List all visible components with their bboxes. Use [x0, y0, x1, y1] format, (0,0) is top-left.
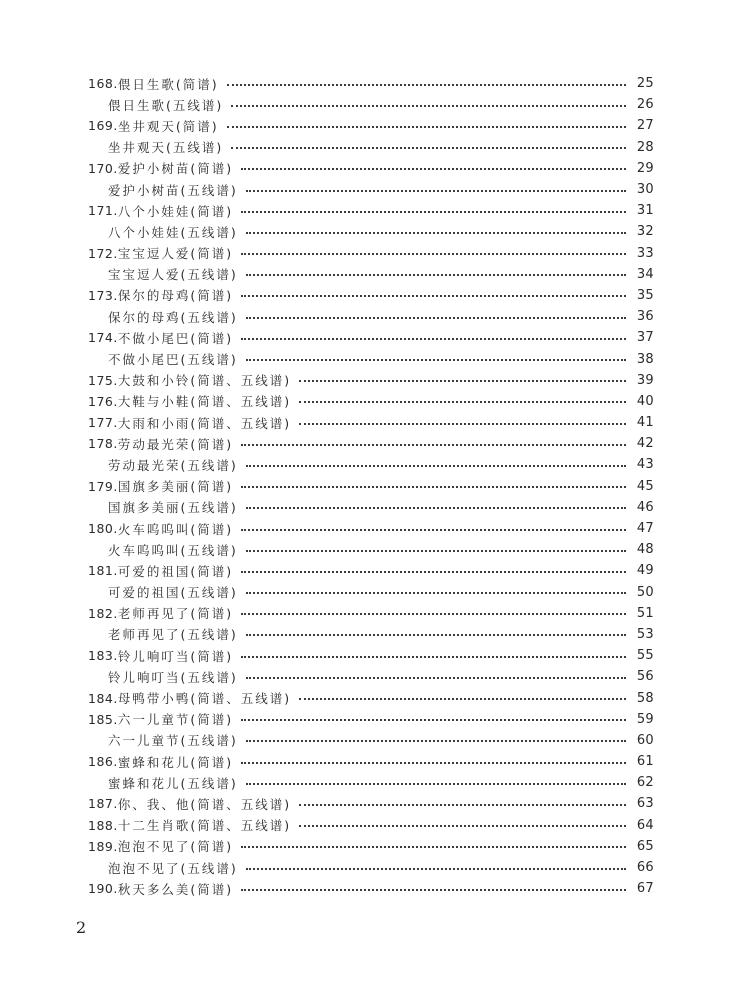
toc-entry[interactable] [88, 624, 654, 645]
dot-leader [299, 401, 626, 403]
entry-page-number: 30 [636, 182, 654, 198]
entry-title: 爱护小树苗(五线谱) [108, 182, 238, 198]
entry-number: 179. [88, 478, 118, 494]
dot-leader [231, 147, 626, 149]
dot-leader [246, 274, 626, 276]
dot-leader [246, 740, 626, 742]
entry-page-number: 60 [636, 732, 654, 748]
entry-number: 183. [88, 648, 118, 664]
dot-leader [246, 868, 626, 870]
toc-entry[interactable] [88, 730, 654, 751]
entry-title: 六一儿童节(简谱) [117, 712, 234, 728]
toc-entry[interactable] [88, 348, 654, 369]
toc-entry[interactable] [88, 115, 654, 136]
dot-leader [241, 168, 626, 170]
entry-number: 175. [88, 372, 118, 388]
entry-title: 六一儿童节(五线谱) [108, 733, 238, 749]
entry-page-number: 51 [636, 605, 654, 621]
entry-page-number: 56 [636, 669, 654, 685]
toc-entry[interactable] [88, 666, 654, 687]
entry-title: 八个小娃娃(五线谱) [108, 224, 238, 240]
entry-page-number: 65 [636, 838, 654, 854]
toc-entry[interactable] [88, 200, 654, 221]
dot-leader [227, 84, 626, 86]
entry-title: 铃儿响叮当(五线谱) [108, 669, 238, 685]
entry-title: 秋天多么美(简谱) [117, 881, 234, 897]
toc-entry[interactable] [88, 370, 654, 391]
entry-page-number: 40 [636, 393, 654, 409]
entry-number: 173. [88, 287, 118, 303]
entry-page-number: 58 [636, 690, 654, 706]
entry-number: 177. [88, 415, 118, 431]
dot-leader [241, 444, 626, 446]
toc-entry[interactable] [88, 73, 654, 94]
entry-page-number: 36 [636, 309, 654, 325]
entry-page-number: 61 [636, 754, 654, 770]
entry-number: 187. [88, 796, 118, 812]
entry-title: 可爱的祖国(简谱) [117, 563, 234, 579]
entry-number: 168. [88, 76, 118, 92]
entry-page-number: 53 [636, 626, 654, 642]
toc-entry[interactable] [88, 518, 654, 539]
dot-leader [241, 846, 626, 848]
entry-number: 189. [88, 838, 118, 854]
toc-entry[interactable] [88, 772, 654, 793]
entry-number: 190. [88, 881, 118, 897]
entry-page-number: 63 [636, 796, 654, 812]
toc-entry[interactable] [88, 709, 654, 730]
toc-entry[interactable] [88, 497, 654, 518]
entry-number: 184. [88, 690, 118, 706]
entry-title: 国旗多美丽(五线谱) [108, 500, 238, 516]
entry-title: 爱护小树苗(简谱) [117, 161, 234, 177]
dot-leader [241, 719, 626, 721]
entry-title: 大鼓和小铃(简谱、五线谱) [117, 373, 292, 389]
entry-title: 蜜蜂和花儿(五线谱) [108, 775, 238, 791]
dot-leader [246, 634, 626, 636]
toc-entry[interactable] [88, 391, 654, 412]
entry-number: 181. [88, 563, 118, 579]
dot-leader [246, 550, 626, 552]
entry-title: 大雨和小雨(简谱、五线谱) [117, 415, 292, 431]
toc-entry[interactable] [88, 793, 654, 814]
toc-entry[interactable] [88, 433, 654, 454]
toc-entry[interactable] [88, 582, 654, 603]
entry-page-number: 55 [636, 648, 654, 664]
dot-leader [299, 380, 626, 382]
entry-title: 保尔的母鸡(五线谱) [108, 309, 238, 325]
entry-title: 可爱的祖国(五线谱) [108, 585, 238, 601]
dot-leader [246, 592, 626, 594]
entry-number: 170. [88, 160, 118, 176]
dot-leader [241, 486, 626, 488]
entry-title: 偎日生歌(简谱) [117, 76, 219, 92]
toc-entry[interactable] [88, 285, 654, 306]
toc-entry[interactable] [88, 158, 654, 179]
entry-page-number: 45 [636, 478, 654, 494]
entry-page-number: 43 [636, 457, 654, 473]
entry-title: 坐井观天(简谱) [117, 118, 219, 134]
page-number: 2 [76, 918, 87, 937]
entry-number: 182. [88, 605, 118, 621]
entry-page-number: 37 [636, 330, 654, 346]
toc-entry[interactable] [88, 836, 654, 857]
dot-leader [299, 423, 626, 425]
toc-entry[interactable] [88, 264, 654, 285]
dot-leader [246, 317, 626, 319]
entry-page-number: 59 [636, 711, 654, 727]
entry-page-number: 32 [636, 224, 654, 240]
entry-page-number: 38 [636, 351, 654, 367]
toc-entry[interactable] [88, 857, 654, 878]
entry-title: 大鞋与小鞋(简谱、五线谱) [117, 394, 292, 410]
toc-entry[interactable] [88, 815, 654, 836]
entry-page-number: 49 [636, 563, 654, 579]
toc-entry[interactable] [88, 94, 654, 115]
entry-title: 八个小娃娃(简谱) [117, 203, 234, 219]
entry-page-number: 46 [636, 499, 654, 515]
entry-number: 169. [88, 118, 118, 134]
entry-title: 蜜蜂和花儿(简谱) [117, 754, 234, 770]
toc-entry[interactable] [88, 327, 654, 348]
toc-entry[interactable] [88, 221, 654, 242]
entry-number: 188. [88, 817, 118, 833]
dot-leader [241, 295, 626, 297]
dot-leader [241, 253, 626, 255]
entry-title: 母鸭带小鸭(简谱、五线谱) [117, 691, 292, 707]
entry-page-number: 31 [636, 203, 654, 219]
entry-title: 铃儿响叮当(简谱) [117, 648, 234, 664]
toc-entry[interactable] [88, 751, 654, 772]
toc-entry[interactable] [88, 539, 654, 560]
entry-page-number: 35 [636, 287, 654, 303]
entry-page-number: 64 [636, 817, 654, 833]
entry-page-number: 34 [636, 266, 654, 282]
entry-title: 火车呜呜叫(五线谱) [108, 542, 238, 558]
dot-leader [299, 698, 626, 700]
entry-number: 172. [88, 245, 118, 261]
entry-number: 180. [88, 521, 118, 537]
dot-leader [299, 825, 626, 827]
toc-entry[interactable] [88, 645, 654, 666]
dot-leader [241, 338, 626, 340]
entry-page-number: 66 [636, 860, 654, 876]
entry-page-number: 25 [636, 76, 654, 92]
entry-page-number: 27 [636, 118, 654, 134]
dot-leader [241, 889, 626, 891]
entry-title: 你、我、他(简谱、五线谱) [117, 796, 292, 812]
entry-number: 178. [88, 436, 118, 452]
dot-leader [241, 571, 626, 573]
dot-leader [241, 211, 626, 213]
toc-entry[interactable] [88, 306, 654, 327]
entry-title: 坐井观天(五线谱) [108, 140, 224, 156]
table-of-contents [88, 73, 654, 899]
dot-leader [299, 804, 626, 806]
entry-page-number: 47 [636, 521, 654, 537]
toc-entry[interactable] [88, 560, 654, 581]
entry-title: 泡泡不见了(简谱) [117, 839, 234, 855]
toc-entry[interactable] [88, 137, 654, 158]
toc-entry[interactable] [88, 412, 654, 433]
entry-page-number: 50 [636, 584, 654, 600]
entry-page-number: 33 [636, 245, 654, 261]
entry-page-number: 28 [636, 139, 654, 155]
entry-title: 宝宝逗人爱(五线谱) [108, 267, 238, 283]
dot-leader [246, 783, 626, 785]
toc-entry[interactable] [88, 878, 654, 899]
entry-number: 185. [88, 711, 118, 727]
entry-title: 火车呜呜叫(简谱) [117, 521, 234, 537]
entry-number: 176. [88, 393, 118, 409]
dot-leader [227, 126, 626, 128]
entry-title: 宝宝逗人爱(简谱) [117, 246, 234, 262]
entry-title: 偎日生歌(五线谱) [108, 97, 224, 113]
entry-page-number: 62 [636, 775, 654, 791]
entry-page-number: 48 [636, 542, 654, 558]
dot-leader [246, 359, 626, 361]
entry-title: 劳动最光荣(简谱) [117, 436, 234, 452]
dot-leader [241, 529, 626, 531]
toc-entry[interactable] [88, 243, 654, 264]
entry-title: 保尔的母鸡(简谱) [117, 288, 234, 304]
toc-entry[interactable] [88, 476, 654, 497]
dot-leader [241, 656, 626, 658]
entry-title: 国旗多美丽(简谱) [117, 479, 234, 495]
dot-leader [246, 232, 626, 234]
entry-number: 186. [88, 754, 118, 770]
toc-entry[interactable] [88, 687, 654, 708]
dot-leader [246, 677, 626, 679]
entry-page-number: 26 [636, 97, 654, 113]
toc-entry[interactable] [88, 454, 654, 475]
entry-title: 不做小尾巴(简谱) [117, 330, 234, 346]
entry-title: 老师再见了(简谱) [117, 606, 234, 622]
entry-page-number: 41 [636, 415, 654, 431]
entry-page-number: 29 [636, 160, 654, 176]
dot-leader [246, 190, 626, 192]
entry-title: 劳动最光荣(五线谱) [108, 457, 238, 473]
dot-leader [241, 613, 626, 615]
entry-page-number: 42 [636, 436, 654, 452]
dot-leader [241, 762, 626, 764]
toc-entry[interactable] [88, 179, 654, 200]
entry-number: 174. [88, 330, 118, 346]
toc-entry[interactable] [88, 603, 654, 624]
entry-title: 老师再见了(五线谱) [108, 627, 238, 643]
entry-number: 171. [88, 203, 118, 219]
entry-title: 泡泡不见了(五线谱) [108, 860, 238, 876]
entry-page-number: 39 [636, 372, 654, 388]
entry-title: 不做小尾巴(五线谱) [108, 352, 238, 368]
dot-leader [231, 105, 626, 107]
dot-leader [246, 507, 626, 509]
entry-page-number: 67 [636, 881, 654, 897]
dot-leader [246, 465, 626, 467]
entry-title: 十二生肖歌(简谱、五线谱) [117, 818, 292, 834]
